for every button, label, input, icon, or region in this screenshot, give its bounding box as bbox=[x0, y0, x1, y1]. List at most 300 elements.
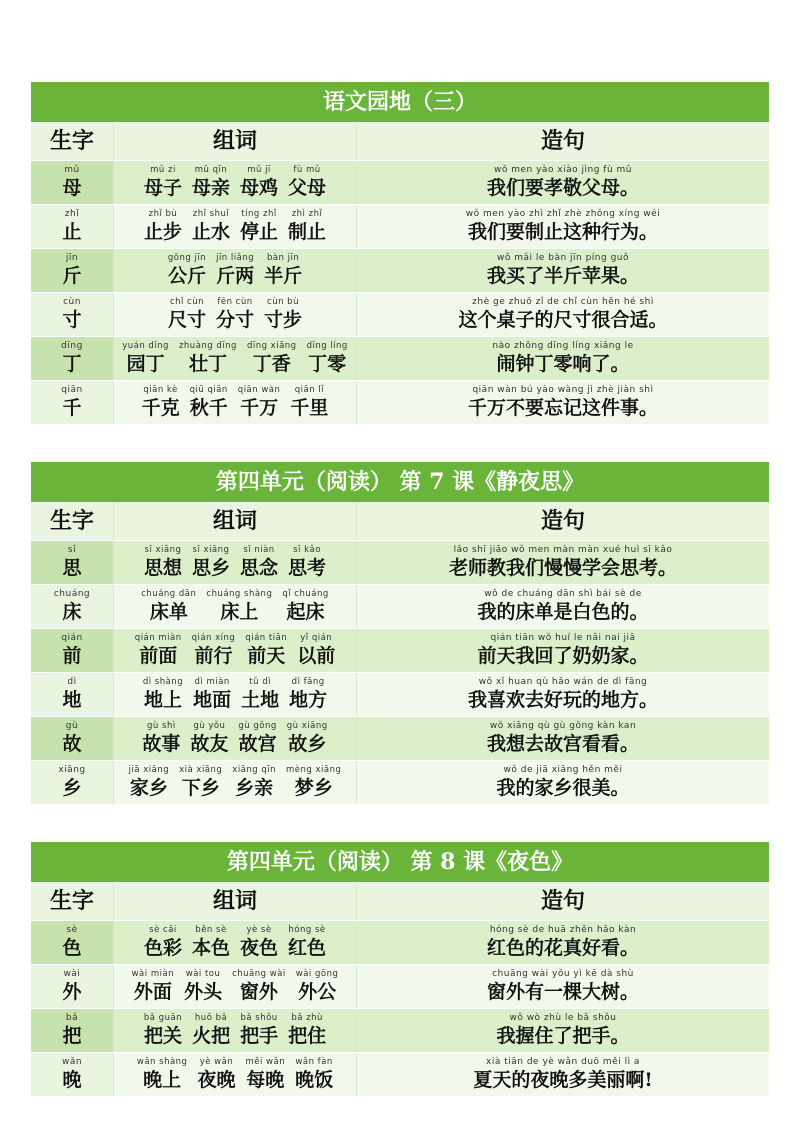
word-pinyin: sī xiāng bbox=[192, 545, 230, 555]
word-text: 红色 bbox=[288, 937, 327, 959]
char: 母 bbox=[62, 177, 82, 199]
word-list bbox=[144, 925, 326, 960]
char-cell bbox=[31, 1009, 114, 1052]
word-pinyin: yè sè bbox=[246, 925, 272, 935]
section-lesson8 bbox=[31, 842, 769, 1097]
table-row bbox=[31, 673, 769, 717]
word-pinyin: bǎ guān bbox=[143, 1013, 183, 1023]
word-list bbox=[144, 545, 326, 580]
word-text: 寸步 bbox=[264, 309, 303, 331]
char-cell bbox=[31, 541, 114, 584]
word-item bbox=[288, 545, 326, 580]
char-cell bbox=[31, 761, 114, 804]
sentence-pinyin: nào zhōng dīng líng xiǎng le bbox=[492, 341, 634, 351]
word-pinyin: zhì zhǐ bbox=[291, 209, 323, 219]
sentence-pinyin: wǒ men yào xiào jìng fù mǔ bbox=[494, 165, 632, 175]
char-pinyin: bǎ bbox=[65, 1013, 79, 1023]
word-item bbox=[168, 297, 206, 332]
sentence-pinyin: wǒ men yào zhì zhǐ zhè zhǒng xíng wéi bbox=[465, 209, 661, 219]
word-list bbox=[168, 297, 302, 332]
word-text: 晚上 bbox=[143, 1069, 182, 1091]
word-list bbox=[143, 677, 327, 712]
word-list bbox=[132, 969, 339, 1004]
word-text: 制止 bbox=[288, 221, 327, 243]
word-list bbox=[129, 765, 342, 800]
word-item bbox=[192, 925, 230, 960]
word-item bbox=[240, 925, 278, 960]
word-item bbox=[288, 925, 326, 960]
word-pinyin: mǔ zi bbox=[150, 165, 176, 175]
word-text: 尺寸 bbox=[167, 309, 206, 331]
char: 床 bbox=[62, 601, 82, 623]
word-list bbox=[144, 209, 326, 244]
word-pinyin: gù xiāng bbox=[286, 721, 328, 731]
word-pinyin: sī kǎo bbox=[293, 545, 321, 555]
char: 故 bbox=[62, 733, 82, 755]
words-cell bbox=[114, 1009, 357, 1052]
table-body bbox=[31, 161, 769, 425]
sentence-cell bbox=[357, 717, 769, 760]
sentence-pinyin: wǒ de chuáng dān shì bái sè de bbox=[484, 589, 642, 599]
word-item bbox=[193, 677, 231, 712]
word-pinyin: dīng xiāng bbox=[246, 341, 297, 351]
word-pinyin: wài tou bbox=[185, 969, 221, 979]
word-text: 思想 bbox=[143, 557, 182, 579]
word-text: 斤两 bbox=[216, 265, 255, 287]
table-body bbox=[31, 921, 769, 1097]
word-text: 窗外 bbox=[239, 981, 278, 1003]
word-item bbox=[143, 677, 183, 712]
word-text: 思考 bbox=[288, 557, 327, 579]
word-text: 母子 bbox=[143, 177, 182, 199]
sentence-text: 闹钟丁零响了。 bbox=[496, 353, 630, 375]
word-list bbox=[137, 1057, 333, 1092]
word-item bbox=[307, 341, 348, 376]
sentence-pinyin: xià tiān de yè wǎn duō měi lì a bbox=[486, 1057, 640, 1067]
word-pinyin: qiān wàn bbox=[237, 385, 281, 395]
word-item bbox=[144, 545, 182, 580]
char-cell bbox=[31, 965, 114, 1008]
sentence-text: 窗外有一棵大树。 bbox=[486, 981, 639, 1003]
word-text: 秋千 bbox=[189, 397, 228, 419]
word-text: 外面 bbox=[133, 981, 172, 1003]
word-pinyin: dì shàng bbox=[142, 677, 184, 687]
word-item bbox=[247, 341, 297, 376]
word-pinyin: bǎ zhù bbox=[291, 1013, 323, 1023]
sentence-cell bbox=[357, 205, 769, 248]
word-item bbox=[232, 765, 276, 800]
word-item bbox=[192, 209, 230, 244]
sentence-cell bbox=[357, 337, 769, 380]
word-item bbox=[296, 969, 339, 1004]
sentence-text: 前天我回了奶奶家。 bbox=[477, 645, 649, 667]
char-pinyin: gù bbox=[65, 721, 79, 731]
word-item bbox=[144, 925, 182, 960]
word-pinyin: mǔ jī bbox=[247, 165, 271, 175]
word-text: 分寸 bbox=[215, 309, 254, 331]
word-text: 千万 bbox=[240, 397, 279, 419]
char-pinyin: sī bbox=[67, 545, 77, 555]
section-lesson7 bbox=[31, 462, 769, 805]
word-pinyin: dīng líng bbox=[306, 341, 348, 351]
word-text: 把住 bbox=[288, 1025, 327, 1047]
word-pinyin: wǎn fàn bbox=[295, 1057, 333, 1067]
sentence-cell bbox=[357, 1053, 769, 1096]
table-row bbox=[31, 761, 769, 805]
sentence-text: 千万不要忘记这件事。 bbox=[467, 397, 658, 419]
word-text: 地上 bbox=[143, 689, 182, 711]
word-item bbox=[144, 1013, 182, 1048]
word-pinyin: chuáng shàng bbox=[206, 589, 273, 599]
table-row bbox=[31, 337, 769, 381]
word-pinyin: sè cǎi bbox=[149, 925, 177, 935]
word-item bbox=[240, 1013, 278, 1048]
word-item bbox=[192, 633, 236, 668]
char: 止 bbox=[62, 221, 82, 243]
word-pinyin: dì miàn bbox=[194, 677, 230, 687]
word-item bbox=[122, 341, 169, 376]
header-char: 生字 bbox=[31, 882, 114, 920]
word-text: 半斤 bbox=[264, 265, 303, 287]
word-list bbox=[135, 633, 335, 668]
char-cell bbox=[31, 921, 114, 964]
word-pinyin: yǐ qián bbox=[300, 633, 333, 643]
word-list bbox=[122, 341, 348, 376]
header-sentence: 造句 bbox=[540, 888, 585, 914]
header-char: 生字 bbox=[31, 122, 114, 160]
words-cell bbox=[114, 249, 357, 292]
word-item bbox=[264, 297, 302, 332]
char-cell bbox=[31, 161, 114, 204]
word-pinyin: dì fāng bbox=[291, 677, 325, 687]
sentence-cell bbox=[357, 965, 769, 1008]
word-text: 夜晚 bbox=[197, 1069, 236, 1091]
sentence-cell bbox=[357, 629, 769, 672]
word-text: 壮丁 bbox=[188, 353, 227, 375]
words-cell bbox=[114, 921, 357, 964]
word-item bbox=[144, 209, 182, 244]
word-item bbox=[295, 1057, 333, 1092]
sentence-cell bbox=[357, 921, 769, 964]
char-cell bbox=[31, 205, 114, 248]
word-item bbox=[216, 253, 254, 288]
word-text: 下乡 bbox=[181, 777, 220, 799]
section-unit3 bbox=[31, 82, 769, 425]
word-pinyin: sī niàn bbox=[243, 545, 275, 555]
char-cell bbox=[31, 1053, 114, 1096]
table-row bbox=[31, 205, 769, 249]
word-pinyin: jiā xiāng bbox=[128, 765, 170, 775]
sentence-pinyin: qián tiān wǒ huí le nǎi nai jiā bbox=[490, 633, 636, 643]
word-pinyin: zhuàng dīng bbox=[178, 341, 237, 351]
word-pinyin: jīn liǎng bbox=[216, 253, 255, 263]
sentence-pinyin: wǒ de jiā xiāng hěn měi bbox=[503, 765, 623, 775]
sentence-pinyin: qiān wàn bú yào wàng jì zhè jiàn shì bbox=[472, 385, 654, 395]
words-cell bbox=[114, 1053, 357, 1096]
word-pinyin: zhǐ bù bbox=[148, 209, 178, 219]
table-row bbox=[31, 1009, 769, 1053]
char: 晚 bbox=[62, 1069, 82, 1091]
char-cell bbox=[31, 629, 114, 672]
header-words: 组词 bbox=[114, 882, 357, 920]
word-item bbox=[282, 589, 328, 624]
char: 思 bbox=[62, 557, 82, 579]
word-text: 故宫 bbox=[238, 733, 277, 755]
word-item bbox=[287, 721, 328, 756]
word-pinyin: qiān kè bbox=[143, 385, 178, 395]
word-text: 止步 bbox=[143, 221, 182, 243]
word-pinyin: bàn jīn bbox=[266, 253, 300, 263]
char: 前 bbox=[62, 645, 82, 667]
word-list bbox=[144, 1013, 326, 1048]
word-text: 床单 bbox=[149, 601, 188, 623]
sentence-pinyin: chuāng wài yǒu yì kē dà shù bbox=[492, 969, 634, 979]
word-pinyin: yuán dīng bbox=[122, 341, 169, 351]
word-item bbox=[288, 165, 326, 200]
word-item bbox=[179, 341, 237, 376]
word-pinyin: tǔ dì bbox=[249, 677, 271, 687]
char-pinyin: dīng bbox=[61, 341, 83, 351]
header-sentence: 造句 bbox=[540, 508, 585, 534]
char-pinyin: wài bbox=[63, 969, 81, 979]
sentence-pinyin: wǒ xiǎng qù gù gōng kàn kan bbox=[489, 721, 637, 731]
word-text: 公斤 bbox=[167, 265, 206, 287]
sentence-text: 我想去故宫看看。 bbox=[486, 733, 639, 755]
word-text: 停止 bbox=[240, 221, 279, 243]
char-pinyin: sè bbox=[66, 925, 78, 935]
word-text: 母鸡 bbox=[240, 177, 279, 199]
word-pinyin: wǎn shàng bbox=[136, 1057, 188, 1067]
sentence-text: 我喜欢去好玩的地方。 bbox=[467, 689, 658, 711]
char: 把 bbox=[62, 1025, 82, 1047]
word-list bbox=[168, 253, 302, 288]
word-pinyin: qǐ chuáng bbox=[282, 589, 329, 599]
word-item bbox=[192, 165, 230, 200]
word-list bbox=[141, 589, 329, 624]
word-text: 故乡 bbox=[288, 733, 327, 755]
word-item bbox=[264, 253, 302, 288]
char: 外 bbox=[62, 981, 82, 1003]
word-text: 晚饭 bbox=[295, 1069, 334, 1091]
word-text: 床上 bbox=[220, 601, 259, 623]
sentence-pinyin: lǎo shī jiāo wǒ men màn màn xué huì sī kǎo bbox=[453, 545, 673, 555]
char-cell bbox=[31, 381, 114, 424]
word-pinyin: gù yǒu bbox=[193, 721, 226, 731]
sentence-cell bbox=[357, 541, 769, 584]
char-cell bbox=[31, 293, 114, 336]
word-text: 外头 bbox=[184, 981, 223, 1003]
table-row bbox=[31, 1053, 769, 1097]
words-cell bbox=[114, 205, 357, 248]
word-pinyin: chuáng dān bbox=[141, 589, 197, 599]
word-text: 止水 bbox=[191, 221, 230, 243]
word-item bbox=[197, 1057, 235, 1092]
word-pinyin: chuāng wài bbox=[232, 969, 286, 979]
word-pinyin: xià xiāng bbox=[179, 765, 223, 775]
table-row bbox=[31, 161, 769, 205]
word-item bbox=[240, 545, 278, 580]
word-item bbox=[241, 677, 279, 712]
words-cell bbox=[114, 293, 357, 336]
word-item bbox=[142, 385, 180, 420]
word-item bbox=[288, 1013, 326, 1048]
char-pinyin: qián bbox=[61, 633, 83, 643]
words-cell bbox=[114, 761, 357, 804]
word-item bbox=[184, 969, 222, 1004]
word-list bbox=[142, 385, 329, 420]
word-text: 前天 bbox=[247, 645, 286, 667]
sentence-cell bbox=[357, 673, 769, 716]
section-title: 第四单元（阅读） 第 8 课《夜色》 bbox=[31, 842, 769, 882]
word-item bbox=[240, 209, 278, 244]
word-item bbox=[192, 545, 230, 580]
word-pinyin: huǒ bǎ bbox=[194, 1013, 228, 1023]
word-item bbox=[288, 209, 326, 244]
word-text: 故友 bbox=[190, 733, 229, 755]
word-text: 把关 bbox=[143, 1025, 182, 1047]
table-row bbox=[31, 541, 769, 585]
header-sentence: 造句 bbox=[540, 128, 585, 154]
sentence-text: 这个桌子的尺寸很合适。 bbox=[458, 309, 668, 331]
word-item bbox=[238, 385, 281, 420]
word-item bbox=[238, 721, 276, 756]
word-pinyin: qián tiān bbox=[245, 633, 288, 643]
word-text: 母亲 bbox=[191, 177, 230, 199]
words-cell bbox=[114, 337, 357, 380]
sentence-cell bbox=[357, 585, 769, 628]
char-cell bbox=[31, 673, 114, 716]
word-text: 家乡 bbox=[129, 777, 168, 799]
word-pinyin: hóng sè bbox=[288, 925, 326, 935]
word-text: 千里 bbox=[290, 397, 329, 419]
char: 乡 bbox=[62, 777, 82, 799]
word-item bbox=[144, 165, 182, 200]
header-char: 生字 bbox=[31, 502, 114, 540]
word-item bbox=[179, 765, 222, 800]
word-text: 故事 bbox=[142, 733, 181, 755]
words-cell bbox=[114, 673, 357, 716]
word-pinyin: sī xiǎng bbox=[144, 545, 182, 555]
word-text: 火把 bbox=[192, 1025, 231, 1047]
word-pinyin: tíng zhǐ bbox=[241, 209, 277, 219]
word-pinyin: xiāng qīn bbox=[232, 765, 277, 775]
section-title: 第四单元（阅读） 第 7 课《静夜思》 bbox=[31, 462, 769, 502]
word-text: 地面 bbox=[193, 689, 232, 711]
char: 千 bbox=[62, 397, 82, 419]
table-row bbox=[31, 381, 769, 425]
sentence-text: 我们要孝敬父母。 bbox=[486, 177, 639, 199]
word-text: 思乡 bbox=[191, 557, 230, 579]
word-item bbox=[206, 589, 272, 624]
table-row bbox=[31, 717, 769, 761]
word-pinyin: měi wǎn bbox=[245, 1057, 286, 1067]
word-text: 土地 bbox=[241, 689, 280, 711]
char-cell bbox=[31, 585, 114, 628]
word-item bbox=[245, 633, 287, 668]
word-text: 千克 bbox=[141, 397, 180, 419]
table-row bbox=[31, 585, 769, 629]
word-text: 以前 bbox=[297, 645, 336, 667]
word-item bbox=[168, 253, 206, 288]
char: 斤 bbox=[62, 265, 82, 287]
sentence-cell bbox=[357, 1009, 769, 1052]
sentence-text: 夏天的夜晚多美丽啊! bbox=[473, 1069, 653, 1091]
word-pinyin: gōng jīn bbox=[167, 253, 207, 263]
word-text: 思念 bbox=[240, 557, 279, 579]
sentence-pinyin: hóng sè de huā zhēn hǎo kàn bbox=[489, 925, 637, 935]
word-item bbox=[190, 721, 228, 756]
words-cell bbox=[114, 629, 357, 672]
word-pinyin: mèng xiāng bbox=[286, 765, 342, 775]
word-pinyin: fù mǔ bbox=[293, 165, 321, 175]
word-text: 色彩 bbox=[143, 937, 182, 959]
sentence-cell bbox=[357, 381, 769, 424]
word-pinyin: zhǐ shuǐ bbox=[192, 209, 230, 219]
sentence-pinyin: zhè ge zhuō zǐ de chǐ cùn hěn hé shì bbox=[472, 297, 654, 307]
sentence-text: 我的家乡很美。 bbox=[496, 777, 630, 799]
table-row bbox=[31, 629, 769, 673]
word-text: 园丁 bbox=[126, 353, 165, 375]
header-words: 组词 bbox=[114, 122, 357, 160]
sentence-pinyin: wǒ xǐ huan qù hǎo wán de dì fāng bbox=[478, 677, 648, 687]
word-text: 外公 bbox=[298, 981, 337, 1003]
char: 地 bbox=[62, 689, 82, 711]
char-cell bbox=[31, 249, 114, 292]
sentence-cell bbox=[357, 293, 769, 336]
word-item bbox=[132, 969, 174, 1004]
table-row bbox=[31, 965, 769, 1009]
word-pinyin: gù shì bbox=[147, 721, 176, 731]
word-pinyin: qián xíng bbox=[191, 633, 236, 643]
char-cell bbox=[31, 337, 114, 380]
words-cell bbox=[114, 585, 357, 628]
word-pinyin: qiū qiān bbox=[189, 385, 228, 395]
word-item bbox=[245, 1057, 285, 1092]
word-text: 前行 bbox=[194, 645, 233, 667]
sentence-cell bbox=[357, 249, 769, 292]
word-pinyin: wài gōng bbox=[295, 969, 339, 979]
sentence-text: 我握住了把手。 bbox=[496, 1025, 630, 1047]
word-pinyin: yè wǎn bbox=[199, 1057, 234, 1067]
word-pinyin: gù gōng bbox=[238, 721, 277, 731]
word-text: 每晚 bbox=[246, 1069, 285, 1091]
word-pinyin: fēn cùn bbox=[217, 297, 253, 307]
word-list bbox=[142, 721, 327, 756]
char-pinyin: cùn bbox=[63, 297, 81, 307]
word-text: 起床 bbox=[286, 601, 325, 623]
word-list bbox=[144, 165, 326, 200]
word-pinyin: bǎ shǒu bbox=[240, 1013, 278, 1023]
sentence-pinyin: wǒ mǎi le bàn jīn píng guǒ bbox=[496, 253, 630, 263]
word-text: 把手 bbox=[240, 1025, 279, 1047]
sentence-text: 红色的花真好看。 bbox=[486, 937, 639, 959]
char: 色 bbox=[62, 937, 82, 959]
word-text: 父母 bbox=[288, 177, 327, 199]
word-text: 丁零 bbox=[308, 353, 347, 375]
table-header bbox=[31, 882, 769, 921]
words-cell bbox=[114, 541, 357, 584]
char-pinyin: xiāng bbox=[58, 765, 86, 775]
char: 寸 bbox=[62, 309, 82, 331]
words-cell bbox=[114, 965, 357, 1008]
section-title: 语文园地（三） bbox=[31, 82, 769, 122]
char-pinyin: wǎn bbox=[61, 1057, 83, 1067]
word-item bbox=[232, 969, 286, 1004]
word-item bbox=[137, 1057, 188, 1092]
words-cell bbox=[114, 381, 357, 424]
word-item bbox=[192, 1013, 230, 1048]
char-pinyin: jīn bbox=[65, 253, 79, 263]
